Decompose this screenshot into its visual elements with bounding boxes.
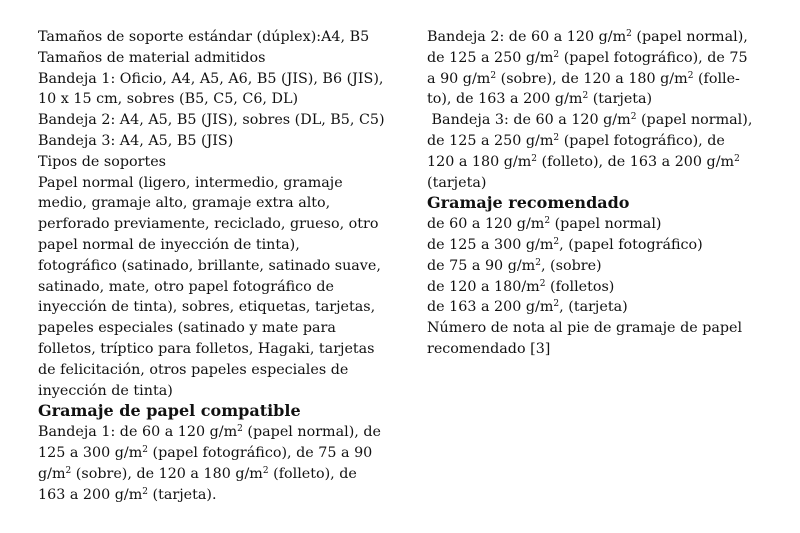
left-column [38, 27, 390, 505]
text-line: Número de nota al pie de gramaje de papel [427, 320, 743, 337]
text-line: inyección de tinta) [38, 382, 173, 399]
text-line: recomendado [3] [427, 340, 551, 357]
text-line: Bandeja 2: A4, A5, B5 (JIS), sobres (DL, B5, C5) [38, 112, 385, 129]
text-line: Tamaños de soporte estándar (dúplex):A4, B5 [38, 29, 370, 45]
text-line: 125 a 300 $g/m^2$ (papel fotográfico), de 75 a 90 [38, 444, 373, 461]
text-line: Papel normal (ligero, intermedio, gramaje [38, 174, 343, 191]
text-line: papeles especiales (satinado y mate para [38, 320, 336, 337]
section-heading-compatible-weight: Gramaje de papel compatible [38, 401, 301, 421]
text-line: $g/m^2$ (sobre), de 120 a 180 $g/m^2$ (folleto), de [38, 465, 357, 482]
text-line: 10 x 15 cm, sobres (B5, C5, C6, DL) [38, 91, 299, 108]
text-line: medio, gramaje alto, gramaje extra alto, [38, 195, 331, 212]
text-line: de 125 a 250 $g/m^2$ (papel fotográfico), de 75 [427, 49, 748, 66]
text-line: de 125 a 300 $g/m^2$, (papel fotográfico) [427, 236, 703, 253]
text-line: folletos, tríptico para folletos, Hagaki, tarjetas [38, 340, 375, 357]
text-line: 163 a 200 $g/m^2$ (tarjeta). [38, 486, 217, 503]
text-line: de 75 a 90 $g/m^2$, (sobre) [427, 257, 602, 274]
section-heading-recommended-weight: Gramaje recomendado [427, 193, 630, 213]
text-line: de 60 a 120 $g/m^2$ (papel normal) [427, 216, 662, 233]
text-line: a 90 $g/m^2$ (sobre), de 120 a 180 $g/m^2$ (folle- [427, 70, 740, 87]
text-line: fotográfico (satinado, brillante, satinado suave, [38, 257, 381, 274]
text-line: to), de 163 a 200 $g/m^2$ (tarjeta) [427, 91, 653, 108]
text-line: de felicitación, otros papeles especiales de [38, 361, 349, 378]
text-line: de 125 a 250 $g/m^2$ (papel fotográfico), de [427, 132, 725, 149]
text-line: Bandeja 3: de 60 a 120 $g/m^2$ (papel normal), [427, 112, 753, 129]
text-line: Bandeja 1: de 60 a 120 $g/m^2$ (papel normal), de [38, 424, 381, 441]
text-line: inyección de tinta), sobres, etiquetas, tarjetas, [38, 299, 376, 316]
text-line: 120 a 180 $g/m^2$ (folleto), de 163 a 200 $g/m^2$ [427, 153, 740, 170]
text-line: Bandeja 3: A4, A5, B5 (JIS) [38, 132, 234, 149]
text-line: de 120 a $180/m^2$ (folletos) [427, 278, 615, 295]
text-line: perforado previamente, reciclado, grueso, otro [38, 216, 379, 233]
text-line: (tarjeta) [427, 174, 487, 191]
text-line: Bandeja 1: Oficio, A4, A5, A6, B5 (JIS), B6 (JIS), [38, 70, 384, 87]
text-line: papel normal de inyección de tinta), [38, 236, 300, 253]
text-line: satinado, mate, otro papel fotográfico de [38, 278, 334, 295]
text-line: Tamaños de material admitidos [38, 49, 266, 66]
right-column [427, 27, 767, 360]
text-line: Bandeja 2: de 60 a 120 $g/m^2$ (papel normal), [427, 29, 748, 45]
text-line: Tipos de soportes [38, 153, 166, 170]
text-line: de 163 a 200 $g/m^2$, (tarjeta) [427, 299, 628, 316]
